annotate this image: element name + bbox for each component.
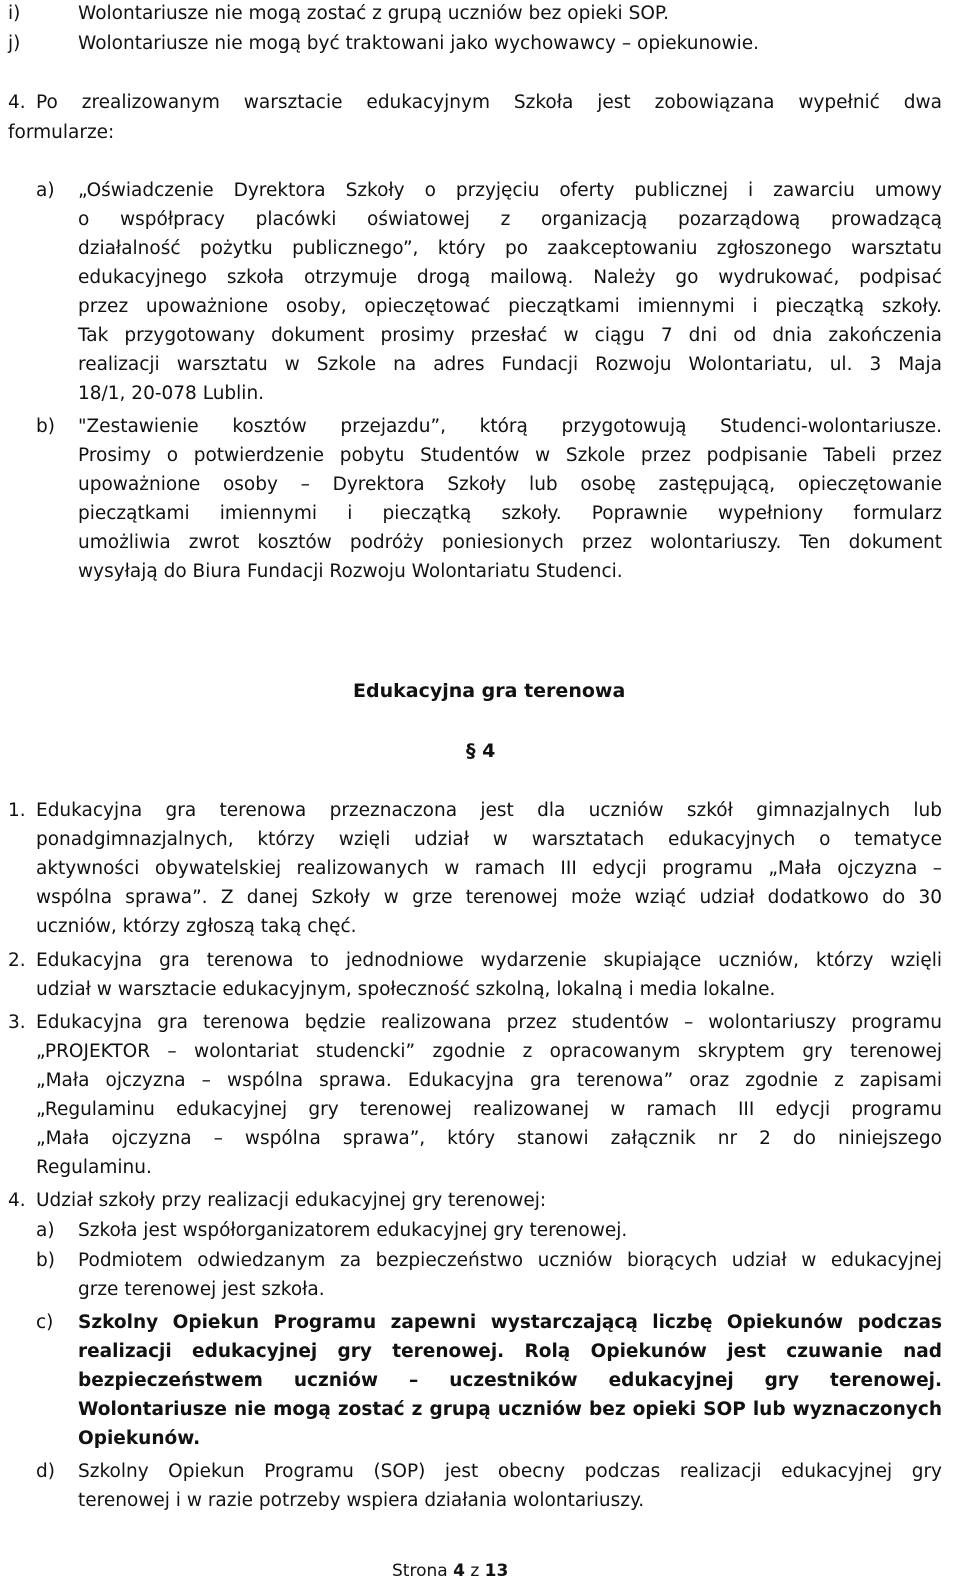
paragraph-line: Regulaminu. <box>36 1157 152 1178</box>
list-marker: i) <box>8 3 21 24</box>
page-footer <box>392 1560 508 1582</box>
paragraph-line: upoważnione osoby – Dyrektora Szkoły lub osobę zastępującą, opieczętowanie <box>78 474 942 495</box>
footer-current-page: 4 <box>453 1561 465 1581</box>
paragraph-line: wspólna sprawa”. Z danej Szkoły w grze terenowej może wziąć udział dodatkowo do 30 <box>36 887 942 908</box>
paragraph-line: wysyłają do Biura Fundacji Rozwoju Wolontariatu Studenci. <box>78 561 623 582</box>
paragraph-line: Podmiotem odwiedzanym za bezpieczeństwo uczniów biorących udział w edukacyjnej <box>78 1250 942 1271</box>
paragraph-line: Opiekunów. <box>78 1428 201 1449</box>
paragraph-line: „Oświadczenie Dyrektora Szkoły o przyjęciu oferty publicznej i zawarciu umowy <box>78 180 942 201</box>
paragraph-line: terenowej i w razie potrzeby wspiera działania wolontariuszy. <box>78 1490 645 1511</box>
paragraph-line: udział w warsztacie edukacyjnym, społeczność szkolną, lokalną i media lokalne. <box>36 979 776 1000</box>
paragraph-line: „Regulaminu edukacyjnej gry terenowej realizowanej w ramach III edycji programu <box>36 1099 942 1120</box>
paragraph-line: Po zrealizowanym warsztacie edukacyjnym Szkoła jest zobowiązana wypełnić dwa <box>36 92 942 113</box>
list-marker: c) <box>36 1312 54 1333</box>
paragraph-line: Prosimy o potwierdzenie pobytu Studentów w Szkole przez podpisanie Tabeli przez <box>78 445 942 466</box>
list-marker: a) <box>36 1220 55 1241</box>
paragraph-line: „Mała ojczyzna – wspólna sprawa. Edukacyjna gra terenowa” oraz zgodnie z zapisami <box>36 1070 942 1091</box>
paragraph-line: uczniów, którzy zgłoszą taką chęć. <box>36 916 357 937</box>
list-marker: a) <box>36 180 55 201</box>
point-marker: 3. <box>8 1012 26 1033</box>
paragraph-line: realizacji warsztatu w Szkole na adres Fundacji Rozwoju Wolontariatu, ul. 3 Maja <box>78 354 942 375</box>
paragraph-line: Edukacyjna gra terenowa przeznaczona jest dla uczniów szkół gimnazjalnych lub <box>36 800 942 821</box>
list-item-text: Wolontariusze nie mogą zostać z grupą uczniów bez opieki SOP. <box>78 3 670 24</box>
footer-total-pages: 13 <box>484 1561 509 1581</box>
paragraph-line: Tak przygotowany dokument prosimy przesłać w ciągu 7 dni od dnia zakończenia <box>78 325 942 346</box>
paragraph-line: „Mała ojczyzna – wspólna sprawa”, który stanowi załącznik nr 2 do niniejszego <box>36 1128 942 1149</box>
point-marker: 4. <box>8 1190 26 1211</box>
list-marker: d) <box>36 1461 55 1482</box>
paragraph-line: grze terenowej jest szkoła. <box>78 1279 325 1300</box>
list-marker: b) <box>36 1250 55 1271</box>
footer-separator: z <box>470 1561 480 1581</box>
paragraph-line: Edukacyjna gra terenowa będzie realizowana przez studentów – wolontariuszy programu <box>36 1012 942 1033</box>
paragraph-line: o współpracy placówki oświatowej z organizacją pozarządową prowadzącą <box>78 209 942 230</box>
list-marker: j) <box>8 33 21 54</box>
list-item-text: Wolontariusze nie mogą być traktowani jako wychowawcy – opiekunowie. <box>78 33 760 54</box>
paragraph-line: 18/1, 20-078 Lublin. <box>78 383 265 404</box>
paragraph-line: działalność pożytku publicznego”, który po zaakceptowaniu zgłoszonego warsztatu <box>78 238 942 259</box>
paragraph-line: realizacji edukacyjnej gry terenowej. Rolą Opiekunów jest czuwanie nad <box>78 1341 942 1362</box>
point-marker: 2. <box>8 950 26 971</box>
point-marker: 4. <box>8 92 26 113</box>
paragraph-line: Szkolny Opiekun Programu (SOP) jest obecny podczas realizacji edukacyjnej gry <box>78 1461 942 1482</box>
paragraph-line: "Zestawienie kosztów przejazdu”, którą przygotowują Studenci-wolontariusze. <box>78 416 942 437</box>
paragraph-line: formularze: <box>8 122 115 143</box>
footer-prefix: Strona <box>392 1561 448 1581</box>
paragraph-line: ponadgimnazjalnych, którzy wzięli udział w warsztatach edukacyjnych o tematyce <box>36 829 942 850</box>
paragraph-line: Szkolny Opiekun Programu zapewni wystarczającą liczbę Opiekunów podczas <box>78 1312 942 1333</box>
paragraph-line: bezpieczeństwem uczniów – uczestników edukacyjnej gry terenowej. <box>78 1370 942 1391</box>
paragraph-line: Udział szkoły przy realizacji edukacyjnej gry terenowej: <box>36 1190 547 1211</box>
paragraph-line: Edukacyjna gra terenowa to jednodniowe wydarzenie skupiające uczniów, którzy wzięli <box>36 950 942 971</box>
paragraph-line: przez upoważnione osoby, opieczętować pieczątkami imiennymi i pieczątką szkoły. <box>78 296 942 317</box>
point-marker: 1. <box>8 800 26 821</box>
paragraph-line: aktywności obywatelskiej realizowanych w ramach III edycji programu „Mała ojczyzna – <box>36 858 942 879</box>
section-number: § 4 <box>466 740 496 762</box>
paragraph-line: Wolontariusze nie mogą zostać z grupą uczniów bez opieki SOP lub wyznaczonych <box>78 1399 942 1420</box>
list-marker: b) <box>36 416 55 437</box>
paragraph-line: „PROJEKTOR – wolontariat studencki” zgodnie z opracowanym skryptem gry terenowej <box>36 1041 942 1062</box>
paragraph-line: pieczątkami imiennymi i pieczątką szkoły. Poprawnie wypełniony formularz <box>78 503 942 524</box>
paragraph-line: umożliwia zwrot kosztów podróży poniesionych przez wolontariuszy. Ten dokument <box>78 532 942 553</box>
section-title: Edukacyjna gra terenowa <box>353 680 626 702</box>
paragraph-line: edukacyjnego szkoła otrzymuje drogą mailową. Należy go wydrukować, podpisać <box>78 267 942 288</box>
list-item-text: Szkoła jest współorganizatorem edukacyjnej gry terenowej. <box>78 1220 628 1241</box>
